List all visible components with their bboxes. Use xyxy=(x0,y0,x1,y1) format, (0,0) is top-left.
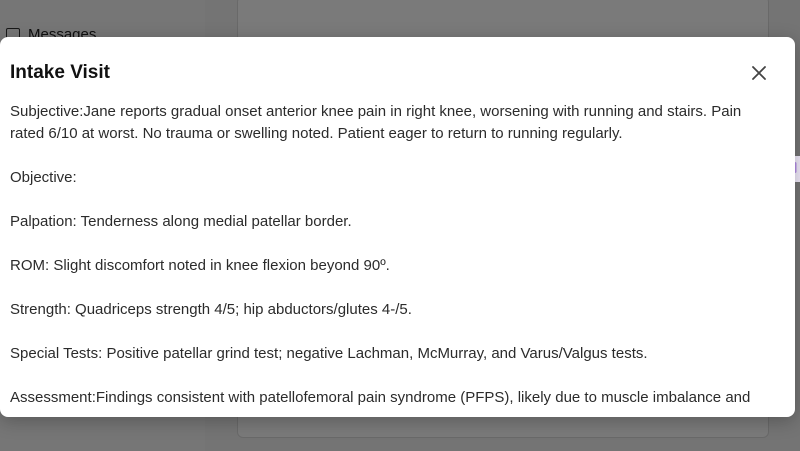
note-special-tests: Special Tests: Positive patellar grind test; negative Lachman, McMurray, and Varus/Valgus tests. xyxy=(10,345,648,362)
intake-visit-modal xyxy=(0,37,795,417)
note-subjective: Subjective:Jane reports gradual onset anterior knee pain in right knee, worsening with running and stairs. Pain rated 6/10 at worst. No trauma or swelling noted. Patient eager to return to running regularly. xyxy=(10,103,742,142)
note-objective-heading: Objective: xyxy=(10,169,77,186)
modal-body xyxy=(10,101,770,417)
modal-title: Intake Visit xyxy=(10,62,110,83)
close-icon xyxy=(751,65,767,81)
modal-header xyxy=(10,61,775,85)
note-strength: Strength: Quadriceps strength 4/5; hip abductors/glutes 4-/5. xyxy=(10,301,412,318)
close-button[interactable] xyxy=(749,63,769,83)
note-assessment: Assessment:Findings consistent with patellofemoral pain syndrome (PFPS), likely due to muscle imbalance and xyxy=(10,389,751,406)
note-rom: ROM: Slight discomfort noted in knee flexion beyond 90º. xyxy=(10,257,390,274)
note-palpation: Palpation: Tenderness along medial patellar border. xyxy=(10,213,352,230)
